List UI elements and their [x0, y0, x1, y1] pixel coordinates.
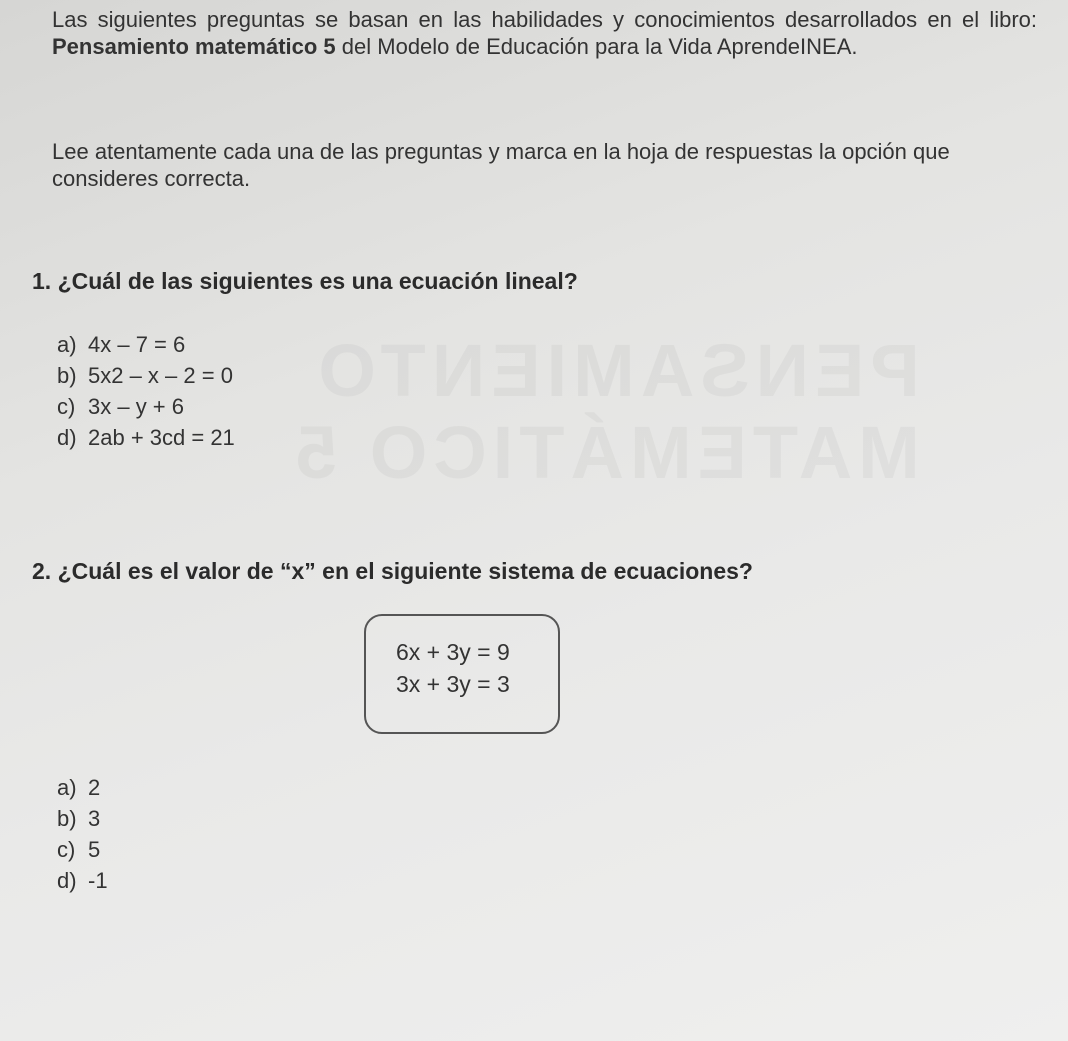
question-2: 2. ¿Cuál es el valor de “x” en el siguiente sistema de ecuaciones? [32, 558, 753, 584]
equation-system-box [364, 614, 560, 734]
option-letter: c) [57, 837, 76, 862]
option-text: 5x2 – x – 2 = 0 [88, 363, 233, 388]
intro-text-before: Las siguientes preguntas se basan en las habilidades y conocimientos desarrollados en el libro: [52, 7, 1037, 32]
option-item [57, 329, 235, 360]
option-letter: d) [57, 425, 77, 450]
option-letter: b) [57, 363, 77, 388]
option-item [57, 865, 108, 896]
option-letter: c) [57, 394, 76, 419]
option-letter: a) [57, 332, 77, 357]
watermark-line-2: MATEMÁTICO 5 [290, 411, 920, 494]
equation-1: 6x + 3y = 9 [396, 639, 510, 665]
equation-2: 3x + 3y = 3 [396, 671, 510, 697]
question-1: 1. ¿Cuál de las siguientes es una ecuación lineal? [32, 268, 578, 294]
book-title: Pensamiento matemático 5 [52, 34, 336, 59]
option-letter: b) [57, 806, 77, 831]
watermark-line-1: PENSAMIENTO [312, 329, 920, 412]
option-text: 3 [88, 806, 101, 831]
option-text: 4x – 7 = 6 [88, 332, 186, 357]
option-letter: d) [57, 868, 77, 893]
intro-text-after: del Modelo de Educación para la Vida AprendeINEA. [335, 34, 858, 59]
option-letter: a) [57, 775, 77, 800]
option-text: 3x – y + 6 [88, 394, 185, 419]
option-text: 5 [88, 837, 101, 862]
option-item [57, 772, 108, 803]
question-2-options [57, 772, 108, 896]
option-item [57, 360, 235, 391]
option-text: 2ab + 3cd = 21 [88, 425, 235, 450]
option-text: 2 [88, 775, 101, 800]
instructions-paragraph: Lee atentamente cada una de las preguntas y marca en la hoja de respuestas la opción que consideres correcta. [52, 139, 950, 191]
question-1-options [57, 329, 235, 453]
show-through-watermark [290, 330, 920, 494]
option-item [57, 803, 108, 834]
intro-paragraph [52, 6, 1037, 60]
option-item [57, 422, 235, 453]
option-item [57, 391, 235, 422]
option-text: -1 [88, 868, 108, 893]
option-item [57, 834, 108, 865]
